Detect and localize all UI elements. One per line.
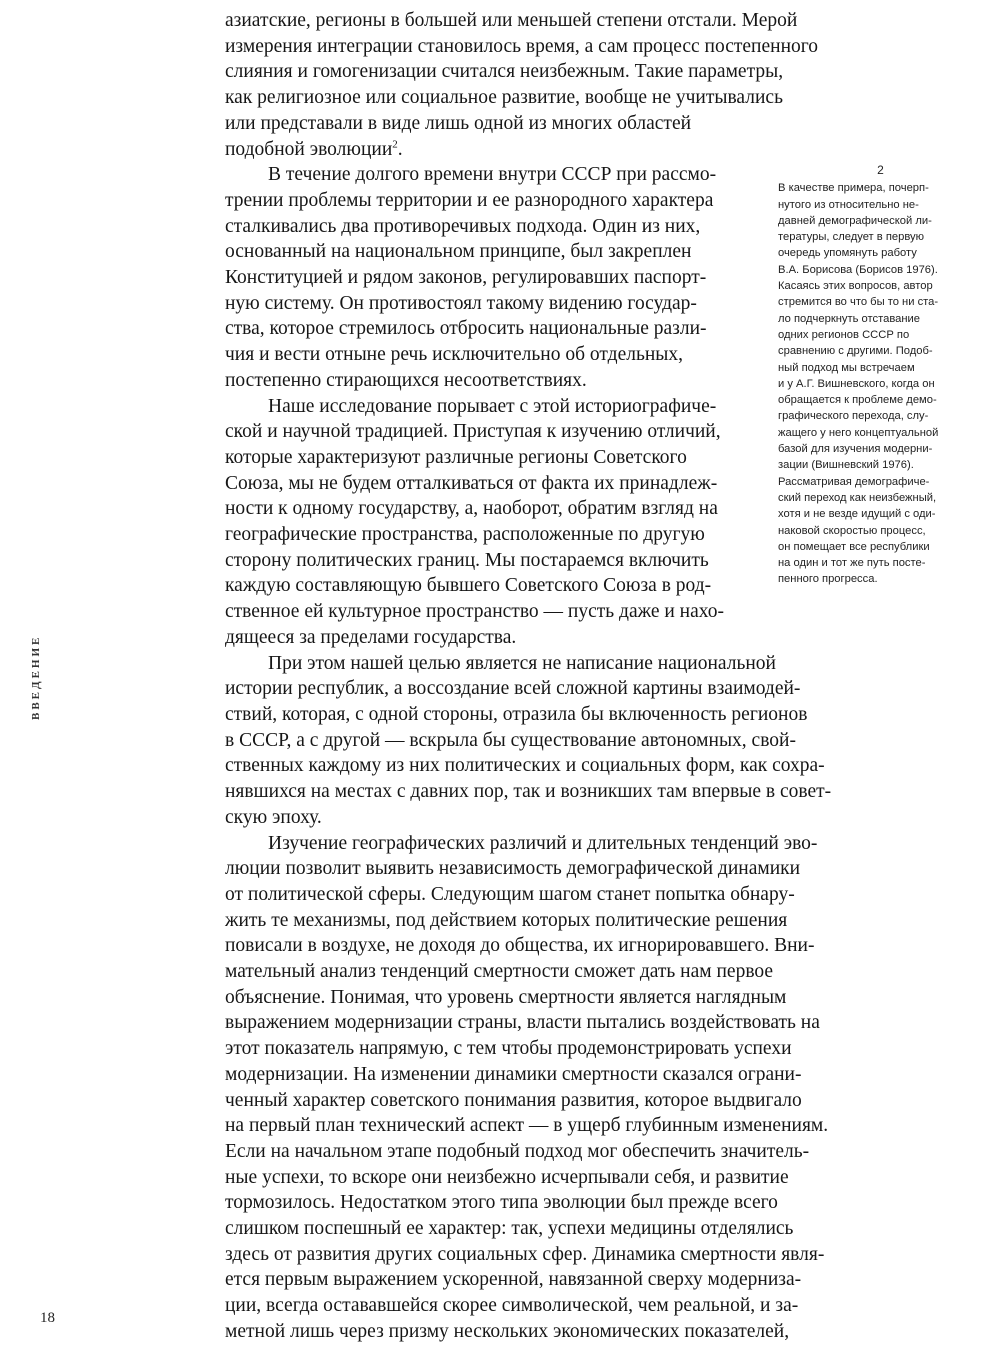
text-line: скую эпоху. — [225, 806, 322, 828]
text-line: слишком поспешный ее характер: так, успехи медицины отделялись — [225, 1218, 794, 1240]
text-line: основанный на национальном принципе, был закреплен — [225, 241, 692, 263]
footnote-line: наковой скоростью процесс, — [778, 524, 926, 537]
footnote-line: жащего у него концептуальной — [778, 426, 939, 439]
text-line: каждую составляющую бывшего Советского Союза в род- — [225, 575, 712, 597]
text-line: подобной эволюции$^2$. — [225, 138, 403, 160]
text-line: дящееся за пределами государства. — [225, 626, 517, 648]
footnote-line: графического перехода, слу- — [778, 410, 929, 423]
text-line: ные успехи, то вскоре они неизбежно исчерпывали себя, и развитие — [225, 1166, 789, 1188]
footnote-body — [778, 180, 983, 587]
text-line: ственное ей культурное пространство — пусть даже и нахо- — [225, 601, 725, 623]
text-line: постепенно стирающихся несоответствиях. — [225, 369, 587, 391]
footnote-line: одних регионов СССР по — [778, 328, 910, 341]
text-line: истории республик, а воссоздание всей сложной картины взаимодей- — [225, 678, 801, 700]
text-line: трении проблемы территории и ее разнородного характера — [225, 189, 714, 211]
text-line: которые характеризуют различные регионы Советского — [225, 446, 687, 468]
text-line: азиатские, регионы в большей или меньшей степени отстали. Мерой — [225, 10, 798, 31]
footnote-line: ло подчеркнуть отставание — [778, 312, 921, 325]
text-line: тормозилось. Недостатком этого типа эволюции был прежде всего — [225, 1192, 778, 1214]
text-line: ствий, которая, с одной стороны, отразила бы включенность регионов — [225, 703, 808, 725]
footnote-line: он помещает все республики — [778, 540, 930, 553]
text-line: выражением модернизации страны, власти пытались воздействовать на — [225, 1012, 820, 1034]
footnote-line: обращается к проблеме демо- — [778, 394, 937, 407]
text-line: Наше исследование порывает с этой историографиче- — [268, 395, 717, 417]
text-line: Конституцией и рядом законов, регулировавших паспорт- — [225, 267, 707, 289]
text-line: географические пространства, расположенные по другую — [225, 524, 705, 546]
footnote-line: давней демографической ли- — [778, 214, 932, 227]
text-line: мательный анализ тенденций смертности сможет дать нам первое — [225, 961, 774, 983]
footnote-number: 2 — [877, 163, 884, 177]
text-line: сторону политических границ. Мы постараемся включить — [225, 549, 709, 571]
text-line: или представали в виде лишь одной из многих областей — [225, 112, 692, 134]
footnote — [778, 162, 983, 588]
text-line: ности к одному государству, а, наоборот, обратим взгляд на — [225, 498, 718, 520]
footnote-line: тературы, следует в первую — [778, 231, 925, 244]
text-line: повисали в воздухе, не доходя до общества, их игнорировавшего. Вни- — [225, 935, 815, 957]
footnote-line: хотя и не везде идущий с оди- — [778, 508, 936, 521]
footnote-line: на один и тот же путь посте- — [778, 557, 926, 570]
footnote-line: и у А.Г. Вишневского, когда он — [778, 377, 935, 390]
text-line: измерения интеграции становилось время, а сам процесс постепенного — [225, 35, 819, 57]
footnote-line: стремится во что бы то ни ста- — [778, 296, 939, 309]
text-line: здесь от развития других социальных сфер. Динамика смертности явля- — [225, 1243, 825, 1265]
footnote-line: базой для изучения модерни- — [778, 443, 933, 456]
footnote-line: ский переход как неизбежный, — [778, 491, 937, 504]
footnote-line: Рассматривая демографиче- — [778, 475, 930, 488]
text-line: ции, всегда остававшейся скорее символической, чем реальной, и за- — [225, 1295, 799, 1317]
footnote-ref: 2 — [392, 138, 398, 151]
text-line: ства, которое стремилось отбросить национальные разли- — [225, 318, 707, 340]
text-line: При этом нашей целью является не написание национальной — [268, 652, 776, 674]
main-text — [225, 8, 865, 1345]
text-line: ственных каждому из них политических и социальных форм, как сохра- — [225, 755, 825, 777]
footnote-line: зации (Вишневский 1976). — [778, 459, 914, 472]
text-line: этот показатель напрямую, с тем чтобы продемонстрировать успехи — [225, 1038, 792, 1060]
text-line: нявшихся на местах с давних пор, так и возникших там впервые в совет- — [225, 781, 832, 803]
text-line: метной лишь через призму нескольких экономических показателей, — [225, 1320, 790, 1342]
text-line: ется первым выражением ускоренной, навязанной сверху модерниза- — [225, 1269, 802, 1291]
footnote-line: В качестве примера, почерп- — [778, 182, 929, 195]
footnote-line: В.А. Борисова (Борисов 1976). — [778, 263, 938, 276]
text-line: ской и научной традицией. Приступая к изучению отличий, — [225, 421, 721, 443]
footnote-line: ный подход мы встречаем — [778, 361, 915, 374]
text-line: ченный характер советского понимания развития, которое выдвигало — [225, 1089, 802, 1111]
text-line: чия и вести отныне речь исключительно об отдельных, — [225, 344, 684, 366]
text-line: в СССР, а с другой — вскрыла бы существование автономных, свой- — [225, 729, 796, 751]
text-line: от политической сферы. Следующим шагом станет попытка обнару- — [225, 883, 795, 905]
text-line: ную систему. Он противостоял такому видению государ- — [225, 292, 697, 314]
footnote-line: пенного прогресса. — [778, 573, 878, 586]
text-line: люции позволит выявить независимость демографической динамики — [225, 858, 801, 880]
page-number: 18 — [40, 1310, 55, 1326]
text-line: слияния и гомогенизации считался неизбежным. Такие параметры, — [225, 61, 784, 83]
footnote-line: нутого из относительно не- — [778, 198, 919, 211]
text-line: модернизации. На изменении динамики смертности сказался ограни- — [225, 1063, 802, 1085]
text-line: сталкивались два противоречивых подхода. Один из них, — [225, 215, 701, 237]
footnote-line: очередь упомянуть работу — [778, 247, 917, 260]
text-line: Если на начальном этапе подобный подход мог обеспечить значитель- — [225, 1140, 810, 1162]
text-line: Союза, мы не будем отталкиваться от факта их принадлеж- — [225, 472, 718, 494]
text-line: Изучение географических различий и длительных тенденций эво- — [268, 832, 818, 854]
text-line: как религиозное или социальное развитие, вообще не учитывались — [225, 87, 783, 109]
running-head: ВВЕДЕНИЕ — [30, 634, 42, 720]
footnote-line: сравнению с другими. Подоб- — [778, 345, 933, 358]
text-line: жить те механизмы, под действием которых политические решения — [225, 909, 788, 931]
footnote-line: Касаясь этих вопросов, автор — [778, 280, 933, 293]
text-line: на первый план технический аспект — в ущерб глубинным изменениям. — [225, 1115, 829, 1137]
text-line: объяснение. Понимая, что уровень смертности является наглядным — [225, 986, 787, 1008]
text-line: В течение долгого времени внутри СССР при рассмо- — [268, 164, 717, 186]
